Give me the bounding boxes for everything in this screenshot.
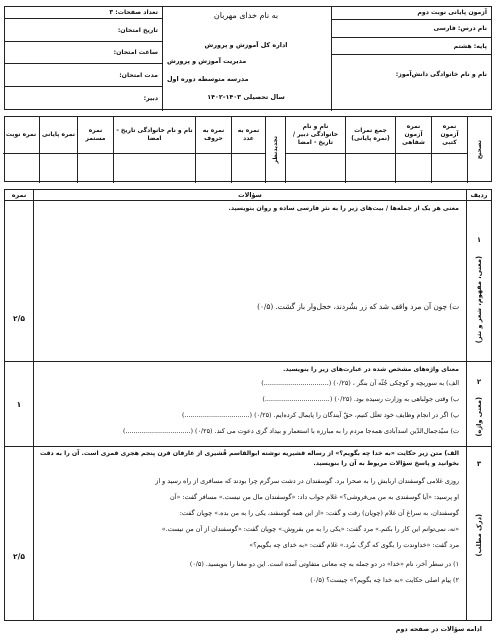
score-col-correction bbox=[467, 117, 491, 183]
score-col-label: تصحیح bbox=[476, 140, 483, 160]
score-col-final bbox=[39, 117, 77, 183]
exam-duration: مدت امتحان: bbox=[5, 64, 162, 87]
question-section-label: (معنی، مفهوم، شعر و نثر) bbox=[475, 256, 483, 344]
question-item: ت) چون آن مرد واقف شد که زر بشُردند، خجل‌وار باز گشت. (۰/۵) bbox=[257, 302, 459, 311]
score-col-label: نمره نوبت bbox=[5, 131, 37, 139]
sub-question: ۲) پیام اصلی حکایت «به خدا چه بگویم؟» چیست؟ (۰/۵) bbox=[310, 576, 459, 584]
academic-year: سال تحصیلی ۱۴۰۳-۱۴۰۲ bbox=[207, 93, 285, 101]
question-section-label: (درک مطلب) bbox=[475, 513, 483, 557]
score-col-written bbox=[431, 117, 467, 183]
question-item: ت) سیّدجمال‌الدّین اسدآبادی همه‌جا مردم را به مبارزه با استعمار و بیداد گری دعوت می کند. (۰/۲۵) (................................) bbox=[123, 427, 459, 435]
sub-question: ۱) در سطر آخر، نام «خدا» در دو جمله به چه معانی متفاوتی آمده است. این دو معنا را بنویسید. (۰/۵) bbox=[189, 560, 459, 568]
question-item: الف) به سوربچه و کوچکی جُثّه آن بنگر ، (۰/۲۵) (................................) bbox=[261, 379, 459, 387]
score-col-oral bbox=[395, 117, 431, 183]
grade-level: پایه: هشتم bbox=[332, 38, 491, 55]
score-col-label: نمره به حروف bbox=[202, 127, 225, 142]
question-number: ۲ bbox=[476, 378, 482, 386]
header-score-label: نمره bbox=[11, 191, 27, 199]
paragraph-line: گوسفندان، به سراغ آن غلام (چوپان) رفت و گفت: «از این همه گوسفند، یکی را به من بده.» چوپان گفت: bbox=[179, 509, 459, 517]
education-office: اداره کل آموزش و پرورش bbox=[204, 41, 288, 49]
question-score: ۱ bbox=[16, 400, 22, 409]
question-item: پ) اگر در انجام وظایف خود تعلّل کنیم، حقّ آیندگان را پایمال کرده‌ایم. (۰/۲۵) (................................) bbox=[182, 411, 459, 419]
exam-date: تاریخ امتحان: bbox=[5, 19, 162, 42]
score-col-review bbox=[265, 117, 285, 183]
score-col-label: نمره به عدد bbox=[237, 127, 260, 142]
exam-time: ساعت امتحان: bbox=[5, 42, 162, 64]
student-name-field: نام و نام خانوادگی دانش‌آموز: bbox=[395, 71, 487, 78]
question-score: ۲/۵ bbox=[12, 314, 26, 323]
paragraph-line: مرد گفت: «خداوندت را بگوی که گرگ ببُرد.» غلام گفت: «به خدای چه بگویم؟» bbox=[249, 541, 459, 549]
score-col-total bbox=[345, 117, 395, 183]
paragraph-line: او پرسید: «آیا گوسفندی به من می‌فروشی؟» غلام جواب داد: «گوسفندان مال من نیست.» مسافر گفت: «آن bbox=[169, 493, 459, 501]
question-section-label: (معنی واژه) bbox=[475, 397, 483, 437]
education-directorate: مدیریت آموزش و پرورش bbox=[167, 57, 247, 65]
score-col-term bbox=[3, 117, 39, 183]
score-col-label: نمره آزمون شفاهی bbox=[402, 123, 425, 146]
score-col-label: نمره مستمر bbox=[85, 127, 106, 142]
exam-title: آزمون پایانی نوبت دوم bbox=[332, 7, 491, 20]
question-number: ۱ bbox=[476, 236, 482, 244]
header-row-label: ردیف bbox=[470, 191, 488, 199]
exam-page bbox=[4, 6, 492, 638]
question-item: ب) وقتی جولباهی به وزارت رسیده بود. (۰/۲۵) (................................) bbox=[262, 395, 459, 403]
header-right-column bbox=[331, 7, 491, 111]
question-section bbox=[467, 490, 491, 580]
header-questions-label: سؤالات bbox=[238, 191, 262, 199]
score-col-label: نام و نام خانوادگی تاریخ - امضا bbox=[116, 127, 193, 142]
question-instruction: معنی هر یک از جمله‌ها / بیت‌های زیر را به نثر فارسی ساده و روان بنویسید. bbox=[228, 205, 459, 212]
paragraph-line: روزی غلامی گوسفندان اربابش را به صحرا برد. گوسفندان در دشت سرگرم چرا بودند که مسافری از راه رسید و از bbox=[155, 477, 459, 485]
question-number: ۳ bbox=[476, 460, 482, 468]
question-instruction: الف) متن زیر حکایت «به خدا چه بگویم؟» از رساله قشیریه نوشته ابوالقاسم قُشیری از عارفان قرن پنجم هجری قمری است. آن را به دقت بخوانید و پاسخ سؤالات مربوط به آن را بنویسید. bbox=[39, 450, 459, 467]
questions-table bbox=[4, 189, 492, 621]
paragraph-line: «نه، نمی‌توانم این کار را بکنم.» مرد گفت: «یکی را به من بفروش.» چوپان گفت: «گوسفندان از آن من نیست.» bbox=[161, 525, 459, 533]
school-name: مدرسه متوسطه دوره اول bbox=[167, 75, 249, 83]
subject-name: نام درس: فارسی bbox=[332, 20, 491, 38]
exam-header bbox=[4, 6, 492, 110]
question-section bbox=[467, 250, 491, 350]
basmala: به نام خدای مهربان bbox=[213, 11, 279, 20]
question-score: ۲/۵ bbox=[12, 552, 26, 561]
question-instruction: معنای واژه‌های مشخص شده در عبارت‌های زیر را بنویسید. bbox=[283, 366, 459, 373]
score-col-continuous bbox=[77, 117, 113, 183]
score-col-label: تجدیدنظر bbox=[272, 136, 279, 164]
score-col-teacher bbox=[285, 117, 345, 183]
score-col-label: نمره آزمون کتبی bbox=[440, 123, 459, 146]
page-count: تعداد صفحات: ۳ bbox=[5, 7, 162, 19]
score-col-letters bbox=[195, 117, 231, 183]
header-left-column bbox=[5, 7, 163, 111]
score-col-label: نام و نام خانوادگی دبیر / تاریخ - امضا bbox=[292, 123, 339, 146]
questions-header bbox=[5, 190, 491, 201]
header-middle-column bbox=[161, 7, 331, 111]
score-col-label: جمع نمرات (نمره پایانی) bbox=[351, 127, 390, 142]
teacher-name: دبیر: bbox=[143, 95, 158, 102]
score-table bbox=[4, 116, 492, 182]
score-col-grader bbox=[113, 117, 195, 183]
continue-note: ادامه سؤالات در صفحه دوم bbox=[395, 625, 482, 633]
question-section bbox=[467, 390, 491, 444]
score-col-numeric bbox=[231, 117, 265, 183]
score-col-label: نمره پایانی bbox=[42, 131, 75, 139]
